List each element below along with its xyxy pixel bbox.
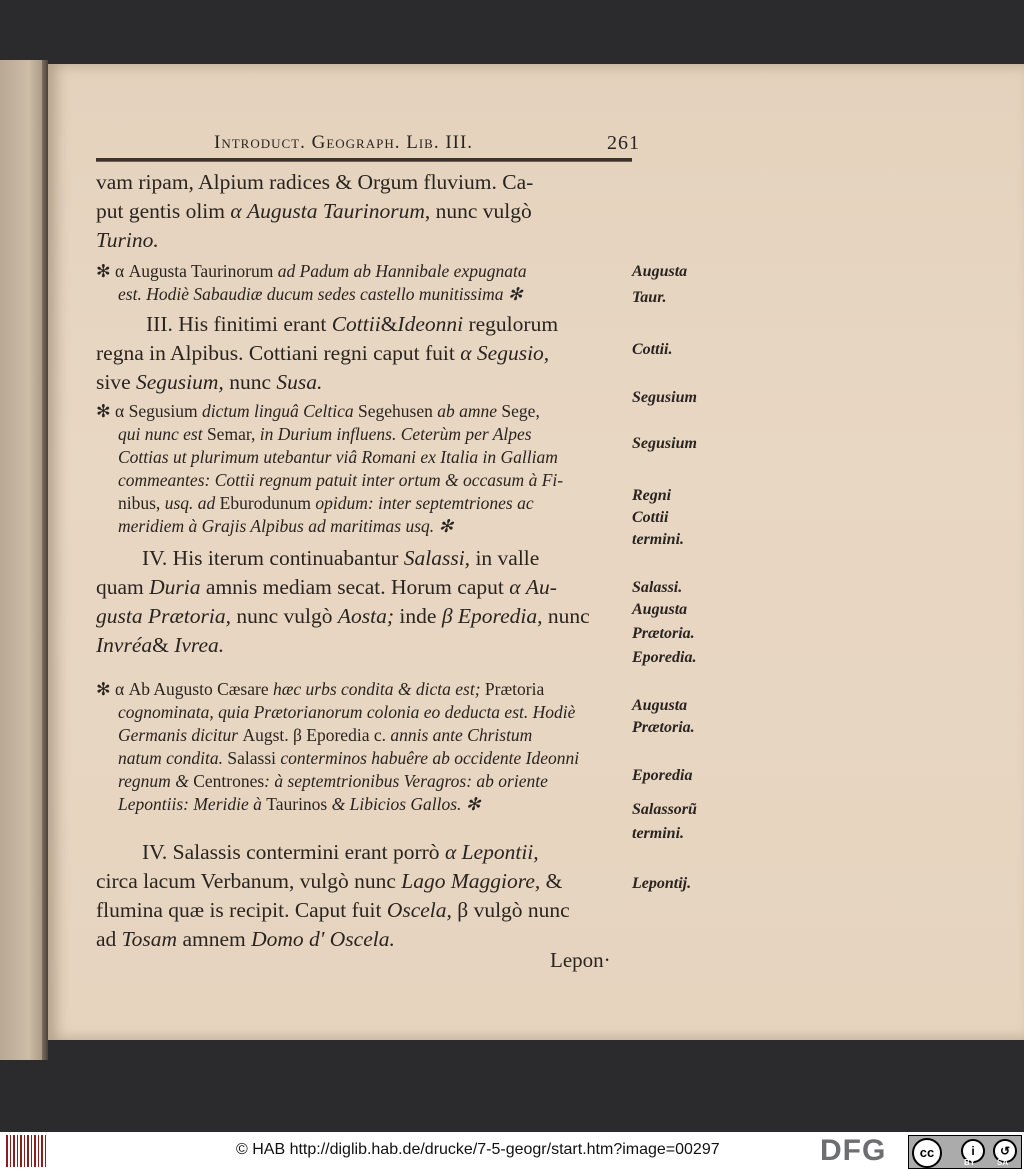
sa-label: SA bbox=[997, 1158, 1009, 1167]
margin-note: Segusium bbox=[632, 435, 697, 452]
text-line: ✻ α Augusta Taurinorum ad Padum ab Hannibale expugnata bbox=[96, 261, 527, 281]
text-line: Turino. bbox=[96, 228, 159, 252]
margin-note: Augusta bbox=[632, 263, 688, 280]
paragraph-1 bbox=[96, 168, 636, 255]
margin-note: Lepontij. bbox=[632, 875, 692, 892]
running-head-text: Introduct. Geograph. Lib. III. bbox=[214, 132, 474, 153]
text-line: qui nunc est Semar, in Durium influens. Ceterùm per Alpes bbox=[118, 424, 532, 444]
text-line: nibus, usq. ad Eburodunum opidum: inter septemtriones ac bbox=[118, 493, 534, 513]
text-line: ✻ α Ab Augusto Cæsare hæc urbs condita & dicta est; Prætoria bbox=[96, 679, 545, 699]
margin-note: Salassi. bbox=[632, 579, 683, 596]
text-line: gusta Prætoria, nunc vulgò Aosta; inde β Eporedia, nunc bbox=[96, 604, 590, 628]
running-head bbox=[214, 132, 640, 154]
margin-note: Augusta bbox=[632, 601, 688, 618]
text-line: regnum & Centrones: à septemtrionibus Veragros: ab oriente bbox=[118, 771, 548, 791]
margin-note: termini. bbox=[632, 531, 685, 548]
text-line: est. Hodiè Sabaudiæ ducum sedes castello munitissima ✻ bbox=[118, 284, 523, 304]
text-line: put gentis olim α Augusta Taurinorum, nunc vulgò bbox=[96, 199, 532, 223]
text-line: III. His finitimi erant Cottii&Ideonni regulorum bbox=[146, 312, 559, 336]
margin-note: Augusta bbox=[632, 697, 688, 714]
by-icon: i bbox=[961, 1139, 985, 1163]
margin-note: Segusium bbox=[632, 389, 697, 406]
text-line: ✻ α Segusium dictum linguâ Celtica Segehusen ab amne Sege, bbox=[96, 401, 540, 421]
text-line: circa lacum Verbanum, vulgò nunc Lago Maggiore, & bbox=[96, 869, 563, 893]
text-line: commeantes: Cottii regnum patuit inter ortum & occasum à Fi- bbox=[118, 470, 564, 490]
margin-note: Prætoria. bbox=[632, 719, 695, 736]
paragraph-4 bbox=[96, 838, 636, 954]
cc-license-badge[interactable] bbox=[908, 1135, 1022, 1169]
text-line: IV. Salassis contermini erant porrò α Lepontii, bbox=[142, 840, 539, 864]
page-number: 261 bbox=[607, 132, 640, 154]
note-1 bbox=[96, 260, 636, 306]
text-line: cognominata, quia Prætorianorum colonia eo deducta est. Hodiè bbox=[118, 702, 576, 722]
text-line: Lepontiis: Meridie à Taurinos & Libicios Gallos. ✻ bbox=[118, 794, 481, 814]
margin-note: Taur. bbox=[632, 289, 667, 306]
text-line: quam Duria amnis mediam secat. Horum caput α Au- bbox=[96, 575, 557, 599]
paragraph-2 bbox=[96, 310, 636, 397]
margin-note: Cottii. bbox=[632, 341, 673, 358]
text-line: natum condita. Salassi conterminos habuêre ab occidente Ideonni bbox=[118, 748, 580, 768]
cc-icon: cc bbox=[912, 1138, 942, 1168]
text-line: Germanis dicitur Augst. β Eporedia c. annis ante Christum bbox=[118, 725, 533, 745]
sa-icon: ↺ bbox=[993, 1139, 1017, 1163]
text-line: vam ripam, Alpium radices & Orgum fluvium. Ca- bbox=[96, 170, 534, 194]
margin-note: termini. bbox=[632, 825, 685, 842]
text-line: IV. His iterum continuabantur Salassi, in valle bbox=[142, 546, 540, 570]
header-rule bbox=[96, 158, 632, 162]
text-line: flumina quæ is recipit. Caput fuit Oscela, β vulgò nunc bbox=[96, 898, 570, 922]
text-line: Cottias ut plurimum utebantur viâ Romani ex Italia in Galliam bbox=[118, 447, 558, 467]
margin-note: Prætoria. bbox=[632, 625, 695, 642]
text-line: meridiem à Grajis Alpibus ad maritimas usq. ✻ bbox=[118, 516, 454, 536]
dfg-logo: DFG bbox=[820, 1134, 887, 1167]
note-2 bbox=[96, 400, 636, 538]
barcode-icon bbox=[6, 1135, 46, 1167]
margin-note: Eporedia bbox=[632, 767, 693, 784]
margin-note: Cottii bbox=[632, 509, 669, 526]
text-line: regna in Alpibus. Cottiani regni caput fuit α Segusio, bbox=[96, 341, 550, 365]
margin-note: Eporedia. bbox=[632, 649, 697, 666]
viewer-footer bbox=[0, 1132, 1024, 1170]
catchword: Lepon· bbox=[550, 948, 611, 972]
note-3 bbox=[96, 678, 636, 816]
text-line: Invréa& Ivrea. bbox=[96, 633, 225, 657]
text-line: ad Tosam amnem Domo d' Oscela. bbox=[96, 927, 395, 951]
by-label: BY bbox=[964, 1158, 976, 1167]
copyright-link[interactable]: © HAB http://diglib.hab.de/drucke/7-5-geogr/start.htm?image=00297 bbox=[236, 1141, 720, 1158]
margin-note: Salassorũ bbox=[632, 801, 697, 818]
text-line: sive Segusium, nunc Susa. bbox=[96, 370, 323, 394]
margin-note: Regni bbox=[632, 487, 672, 504]
paragraph-3 bbox=[96, 544, 636, 660]
